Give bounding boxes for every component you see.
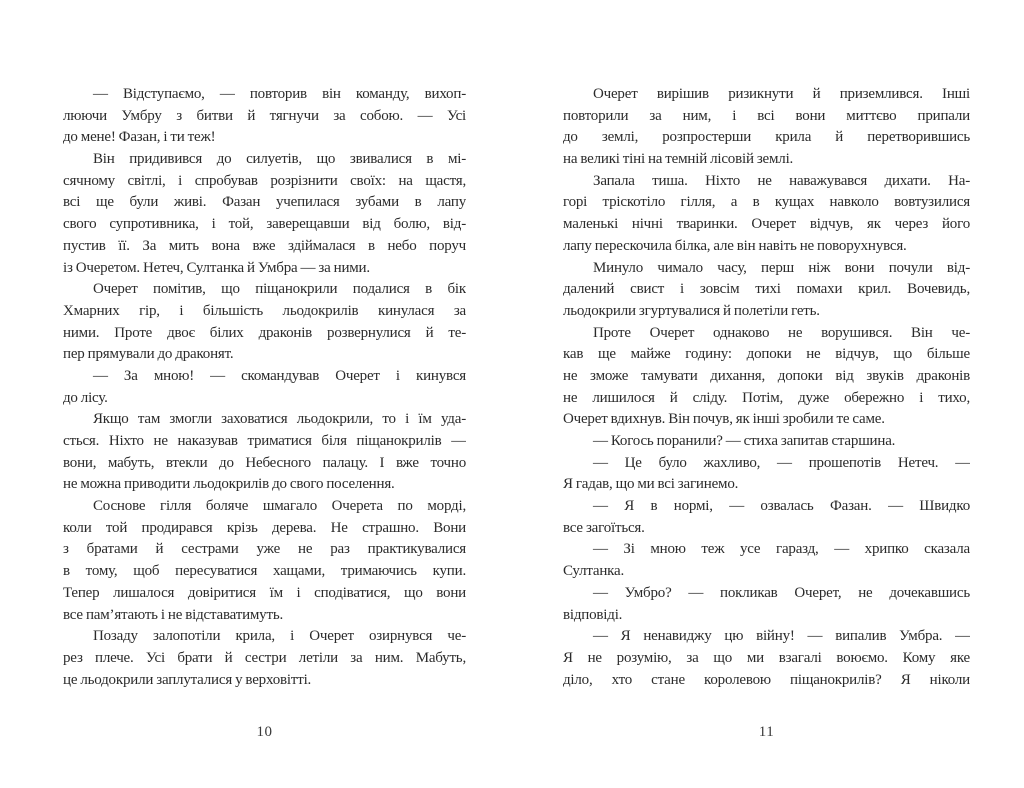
text-line: Я гадав, що ми всі загинемо. <box>563 476 739 493</box>
page-number-left: 10 <box>256 724 273 741</box>
text-line: Очерет помітив, що піщанокрили подалися в бік <box>93 281 466 298</box>
book-page-right <box>563 84 970 741</box>
text-line: це льодокрили заплуталися у верховітті. <box>63 671 312 688</box>
text-line: не можна приводити льодокрилів до свого поселення. <box>63 476 395 493</box>
text-line: рез плече. Усі брати й сестри летіли за ним. Мабуть, <box>63 649 466 666</box>
text-line: коли той продирався крізь дерева. Не страшно. Вони <box>63 519 466 536</box>
text-line: — Я ненавиджу цю війну! — випалив Умбра. — <box>593 628 970 645</box>
text-line: діло, хто стане королевою піщанокрилів? Я ніколи <box>563 671 970 688</box>
text-line: кав ще майже годину: допоки не відчув, що більше <box>563 346 970 363</box>
text-line: далений свист і зовсім тихі помахи крил. Вочевидь, <box>563 281 970 298</box>
text-line: все загоїться. <box>563 519 645 536</box>
text-line: люючи Умбру з битви й тягнучи за собою. — Усі <box>63 107 466 124</box>
text-line: на великі тіні на темній лісовій землі. <box>563 151 794 168</box>
text-line: пер прямували до драконят. <box>63 346 234 363</box>
text-line: Якщо там змогли заховатися льодокрили, то і їм уда- <box>93 411 466 428</box>
text-line: Минуло чимало часу, перш ніж вони почули від- <box>593 259 970 276</box>
page-number-right: 11 <box>758 724 775 741</box>
text-line: Він придивився до силуетів, що звивалися в мі- <box>93 151 466 168</box>
text-line: пустив її. За мить вона вже здіймалася в небо поруч <box>63 237 466 254</box>
text-line: Запала тиша. Ніхто не наважувався дихати. На- <box>593 172 970 189</box>
text-line: всі ще були живі. Фазан учепилася зубами в лапу <box>63 194 466 211</box>
text-line: — Умбро? — покликав Очерет, не дочекавшись <box>593 584 970 601</box>
text-line: не лишилося й сліду. Потім, дуже обережно і тихо, <box>563 389 970 406</box>
text-line: вони, мабуть, втекли до Небесного палацу. І вже точно <box>63 454 466 471</box>
text-line: — Відступаємо, — повторив він команду, вихоп- <box>93 86 466 102</box>
page-right-text <box>563 84 970 691</box>
book-page-left <box>63 84 466 741</box>
text-line: — Я в нормі, — озвалась Фазан. — Швидко <box>593 498 970 515</box>
text-line: лапу перескочила білка, але він навіть не поворухнувся. <box>563 237 907 254</box>
text-line: — За мною! — скомандував Очерет і кинувся <box>93 367 466 384</box>
text-line: сться. Ніхто не наказував триматися біля піщанокрилів — <box>63 433 466 449</box>
text-line: Султанка. <box>563 563 625 580</box>
text-line: — Когось поранили? — стиха запитав старшина. <box>593 433 896 449</box>
text-line: все пам’ятають і не відставатимуть. <box>63 606 284 623</box>
text-line: повторили за ним, і всі вони миттєво припали <box>563 107 970 124</box>
text-line: Соснове гілля боляче шмагало Очерета по морді, <box>93 498 466 515</box>
page-left-text <box>63 84 466 691</box>
text-line: до лісу. <box>63 389 108 406</box>
text-line: до мене! Фазан, і ти теж! <box>63 129 216 146</box>
text-line: Проте Очерет однаково не ворушився. Він че- <box>593 324 970 341</box>
text-line: до землі, розпростерши крила й перетворившись <box>563 129 970 146</box>
text-line: Очерет вдихнув. Він почув, як інші зробили те саме. <box>563 411 885 428</box>
text-line: Позаду залопотіли крила, і Очерет озирнувся че- <box>93 628 466 645</box>
text-line: сячному світлі, і спробував розрізнити своїх: на щастя, <box>63 172 466 189</box>
text-line: свого супротивника, і той, заверещавши від болю, від- <box>63 216 466 233</box>
text-line: із Очеретом. Нетеч, Султанка й Умбра — за ними. <box>63 259 370 276</box>
text-line: ними. Проте двоє білих драконів розвернулися й те- <box>63 324 466 341</box>
text-line: — Це було жахливо, — прошепотів Нетеч. — <box>593 454 970 471</box>
text-line: горі тріскотіло гілля, а в кущах навколо вовтузилися <box>563 194 970 211</box>
text-line: маленькі нічні тваринки. Очерет відчув, як через його <box>563 216 970 233</box>
text-line: Хмарних гір, і більшість льодокрилів кинулася за <box>63 302 466 319</box>
text-line: Тепер лишалося довіритися їм і сподіватися, що вони <box>63 584 466 601</box>
text-line: — Зі мною теж усе гаразд, — хрипко сказала <box>593 541 970 558</box>
text-line: льодокрили згуртувалися й полетіли геть. <box>563 302 820 319</box>
text-line: відповіді. <box>563 606 623 623</box>
text-line: Очерет вирішив ризикнути й приземлився. Інші <box>593 86 970 102</box>
text-line: в тому, щоб пересуватися хащами, тримаючись купи. <box>63 563 466 580</box>
text-line: Я не розумію, за що ми взагалі воюємо. Кому яке <box>563 649 970 666</box>
text-line: не зможе тамувати дихання, допоки від звуків драконів <box>563 367 970 384</box>
text-line: з братами й сестрами уже не раз практикувалися <box>63 541 466 558</box>
